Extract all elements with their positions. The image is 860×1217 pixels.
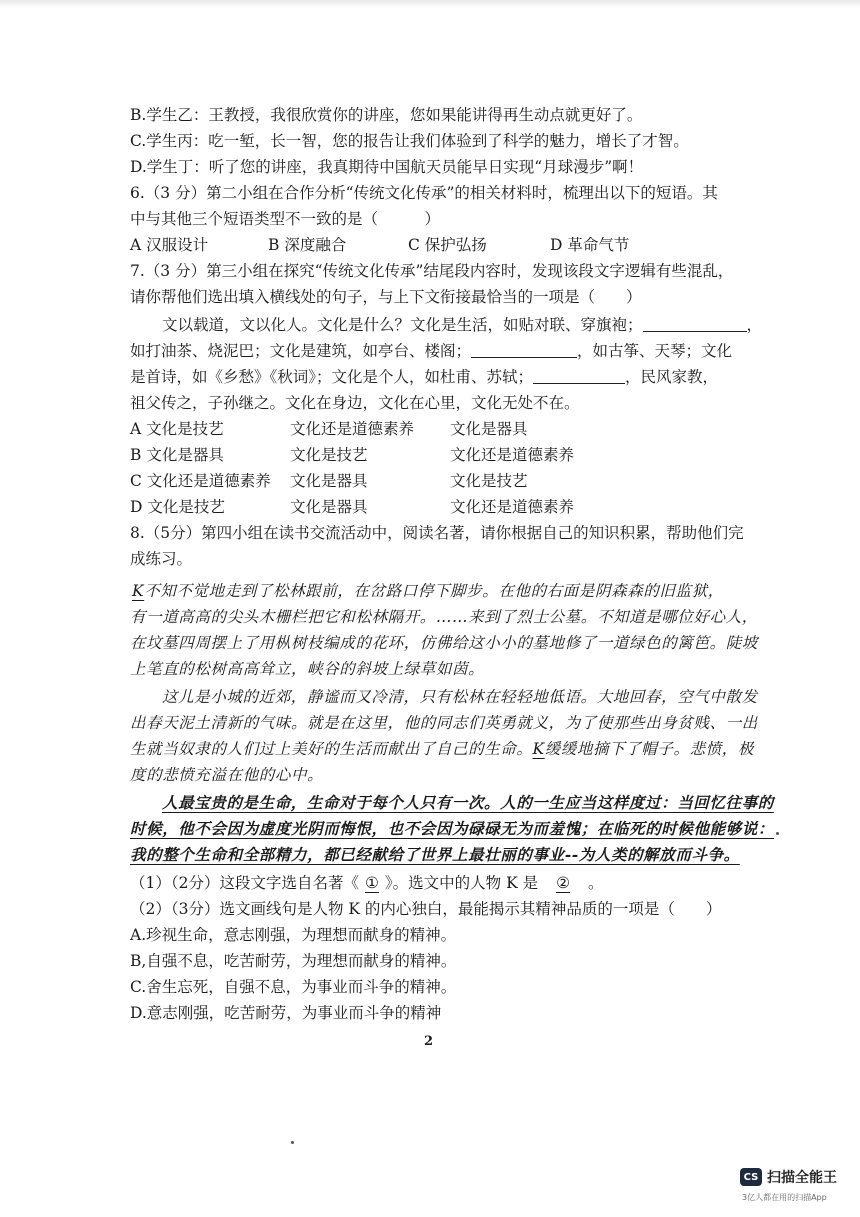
q7-option-a: A 文化是技艺 文化还是道德素养 文化是器具 [130,420,528,438]
q6-options [130,234,730,256]
q8-underlined-line3: 我的整个生命和全部精力，都已经献给了世界上最壮丽的事业--为人类的解放而斗争。 [130,845,740,864]
scanner-watermark [740,1167,837,1187]
q8-passage-p2-line4: 度的悲愤充溢在他的心中。 [130,766,324,784]
q8-option-a: A.珍视生命，意志刚强，为理想而献身的精神。 [130,926,457,944]
q7-passage-line1: 文以载道，文以化人。文化是什么？文化是生活，如贴对联、穿旗袍； ， [162,316,763,334]
cs-logo-icon: CS [740,1168,762,1186]
q8-passage-p1-line3: 在坟墓四周摆上了用枞树枝编成的花环，仿佛给这小小的墓地修了一道绿色的篱笆。陡坡 [130,634,758,652]
scan-top-edge [0,0,860,8]
q8-underlined-line1: 人最宝贵的是生命，生命对于每个人只有一次。人的一生应当这样度过：当回忆往事的 [162,793,774,812]
q8-option-d: D.意志刚强，吃苦耐劳，为事业而斗争的精神 [130,1004,442,1022]
q8-blank-1: ① [364,874,379,892]
q6-option-c: C 保护弘扬 [408,236,487,254]
q8-sub2: （2）（3分）选文画线句是人物 K 的内心独白，最能揭示其精神品质的一项是（ ） [130,900,722,918]
watermark-app-name: 扫描全能王 [767,1170,837,1186]
q7-option-b: B 文化是器具 文化是技艺 文化还是道德素养 [130,446,575,464]
q8-passage-p1-line1: K不知不觉地走到了松林跟前，在岔路口停下脚步。在他的右面是阴森森的旧监狱， [132,582,724,600]
q8-option-b: B,自强不息，吃苦耐劳，为理想而献身的精神。 [130,952,457,970]
q6-stem-line1: 6.（3 分）第二小组在合作分析“传统文化传承”的相关材料时，梳理出以下的短语。其 [130,184,718,202]
q8-blank-2: ② [556,874,570,892]
q6-option-a: A 汉服设计 [130,236,209,254]
q5-option-d: D.学生丁：听了您的讲座，我真期待中国航天员能早日实现“月球漫步”啊！ [130,158,644,176]
scan-speck [291,1141,294,1144]
page-number: 2 [424,1034,434,1049]
q8-sub1: （1）（2分）这段文字选自名著《 ① 》。选文中的人物 K 是 ② 。 [130,874,604,892]
q7-stem-line2: 请你帮他们选出填入横线处的句子，与上下文衔接最恰当的一项是（ ） [130,288,642,306]
q5-option-b: B.学生乙：王教授，我很欣赏你的讲座，您如果能讲得再生动点就更好了。 [130,106,643,124]
q6-option-d: D 革命气节 [550,236,630,254]
q7-passage-line3: 是首诗，如《乡愁》《秋词》；文化是个人，如杜甫、苏轼； ，民风家教， [130,368,719,386]
q7-blank-2 [471,341,577,358]
q7-passage-line4: 祖父传之，子孙继之。文化在身边，文化在心里，文化无处不在。 [130,394,580,412]
q5-option-c: C.学生丙：吃一堑，长一智，您的报告让我们体验到了科学的魅力，增长了才智。 [130,132,689,150]
q6-option-b: B 深度融合 [268,236,347,254]
q8-passage-p1-line2: 有一道高高的尖头木栅栏把它和松林隔开。……来到了烈士公墓。不知道是哪位好心人， [130,608,758,626]
q7-passage-line2: 如打油茶、烧泥巴；文化是建筑，如亭台、楼阁； ，如古筝、天琴；文化 [130,342,733,360]
q6-stem-line2: 中与其他三个短语类型不一致的是（ ） [130,210,441,228]
q8-passage-p2-line2: 出春天泥土清新的气味。就是在这里，他的同志们英勇就义，为了使那些出身贫贱、一出 [130,714,758,732]
q7-blank-1 [643,315,747,332]
q7-stem-line1: 7.（3 分）第三小组在探究“传统文化传承”结尾段内容时，发现该段文字逻辑有些混乱， [130,262,734,280]
watermark-tagline: 3亿人都在用的扫描App [742,1193,827,1202]
q8-passage-p2-line1: 这儿是小城的近郊，静谧而又冷清，只有松林在轻轻地低语。大地回春，空气中散发 [162,688,758,706]
q7-option-d: D 文化是技艺 文化是器具 文化还是道德素养 [130,498,575,516]
q8-option-c: C.舍生忘死，自强不息，为事业而斗争的精神。 [130,978,457,996]
q7-blank-3 [533,367,625,384]
q8-stem-line2: 成练习。 [130,550,193,568]
q8-passage-p2-line3: 生就当奴隶的人们过上美好的生活而献出了自己的生命。K缓缓地摘下了帽子。悲愤，极 [130,740,755,758]
q8-underlined-line2: 时候，他不会因为虚度光阴而悔恨，也不会因为碌碌无为而羞愧；在临死的时候他能够说： [130,819,775,838]
scan-speck [776,832,779,835]
q7-option-c: C 文化还是道德素养 文化是器具 文化是技艺 [130,472,528,490]
q8-stem-line1: 8.（5分）第四小组在读书交流活动中，阅读名著，请你根据自己的知识积累，帮助他们完 [130,524,744,542]
q8-passage-p1-line4: 上笔直的松树高高耸立，峡谷的斜坡上绿草如茵。 [130,660,485,678]
